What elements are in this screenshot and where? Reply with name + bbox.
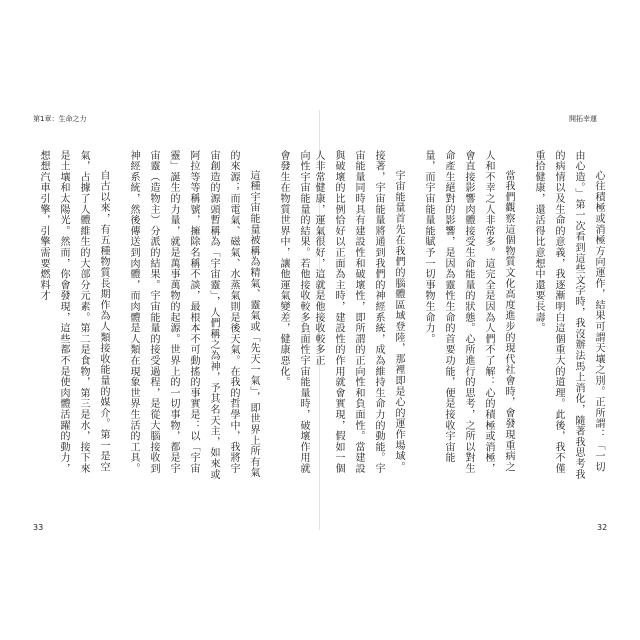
left-running-head: 第1章：生命之力 [33, 115, 87, 123]
right-paragraph-3: 宇宙能量首先在我們的腦體區域登陸，那裡即是心的運作場域。接著，宇宙能量將通到我們的神經系統，成為維持生命力的動能。宇宙能量同時具有建設性和破壞性，即所謂的正向性和負面性。當建設與破壞的比例恰好以正面為主時，建設性的作用就會實現，假如一個人非常健康，運氣很好，這就是他接收較多正 [313, 150, 404, 474]
left-paragraph-2: 這種宇宙能量被稱為精氣、靈氣或「先天一氣」，即世界上所有氣的來源；而電氣、磁氣、水蒸氣則是後天氣。在我的哲學中，我將宇宙創造的源頭暫稱為「宇宙靈」，人們稱之為神，予其名天主，如來或阿拉等等稱號，擁除名稱不談，最根本不可動搖的事實是：以「宇宙靈」誕生的力量，就是萬事萬物的起源。世界上的一切事物，都是宇宙靈（造物主）分派的結果。宇宙能量的接受過程，是從大腦接收到神經系統，然後傳送到肉體，而肉體是人類在現象世界生活的工具。 [128, 150, 259, 480]
right-page-body [313, 150, 608, 480]
right-paragraph-1: 心往積極或消極方向運作，結果可謂天壤之別。正所謂：「一切由心造。」第一次看到這些文字時，我沒辦法馬上消化，隨著我思考我的病情以及生命的意義，我逐漸明白這個重大的道理。此後，我不僅重拾健康，還活得比意想中還要長壽。 [533, 150, 604, 480]
right-page-number: 32 [597, 523, 608, 532]
right-running-head: 開拓幸運 [569, 115, 597, 123]
left-page-body [33, 150, 313, 480]
right-paragraph-2: 當我們觀察這個物質文化高度進步的現代社會時，會發現重病之人和不幸之人非常多。這完全是因為人們不了解：心的積極或消極，會直接影響肉體接受生命能量的狀態。心所進行的思考，之所以對生命產生絕對的影響，是因為靈性生命的首要功能，便是接收宇宙能量，而宇宙能量能賦予一切事物生命力。 [423, 150, 514, 474]
left-page-number: 33 [33, 523, 44, 532]
left-paragraph-1: 向性宇宙能量的結果。若他接收較多負面性宇宙能量時，破壞作用就會發生在物質世界中，讓他運氣變差，健康惡化。 [278, 150, 309, 474]
left-paragraph-3: 自古以來，有五種物質長期作為人類接收能量的媒介。第一是空氣，占據了人體維生的大部分元素。第二是食物，第三是水，接下來是土壤和太陽光。然而，你會發現，這些都不是使肉體活躍的動力，想想汽車引擎，引擎需要燃料才 [38, 150, 109, 474]
